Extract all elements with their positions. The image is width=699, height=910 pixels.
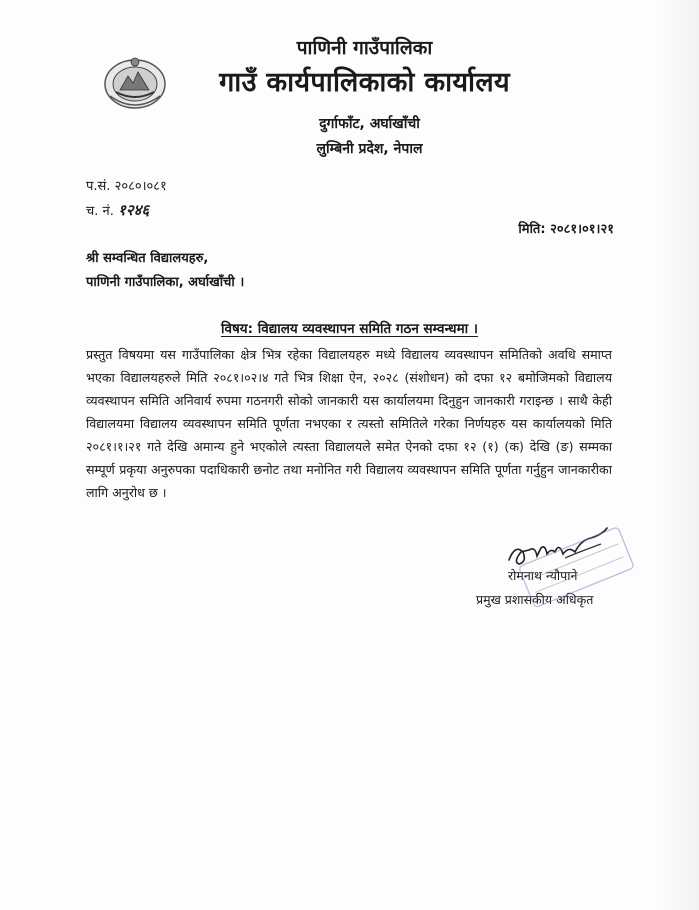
office-title: गाउँ कार्यपालिकाको कार्यालय	[219, 67, 510, 98]
subject-text: विषय: विद्यालय व्यवस्थापन समिति गठन सम्वन्धमा ।	[220, 321, 478, 337]
letter-subject	[0, 319, 699, 337]
recipient-line-1: श्री सम्वन्धित विद्यालयहरु,	[86, 251, 209, 266]
letter-ps-number: प.सं. २०८०।०८१	[86, 179, 167, 194]
scan-edge-shade	[659, 0, 699, 910]
office-address: दुर्गाफाँट, अर्घाखाँची	[319, 116, 420, 132]
recipient-line-2: पाणिनी गाउँपालिका, अर्घाखाँची ।	[86, 275, 245, 290]
letter-date: मिति: २०८१।०१।२१	[518, 222, 614, 237]
cn-label: च. नं.	[86, 204, 114, 219]
letter-body: प्रस्तुत विषयमा यस गाउँपालिका क्षेत्र भित्र रहेका विद्यालयहरु मध्ये विद्यालय व्यवस्थापन समितिको अवधि समाप्त भएका विद्यालयहरुले मिति २०८१।०२।४ गते भित्र शिक्षा ऐन, २०२८ (संशोधन) को दफा १२ बमोजिमको विद्यालय व्यवस्थापन समिति अनिवार्य रुपमा गठनगरी सोको जानकारी यस कार्यालयमा दिनुहुन जानकारी गराइन्छ । साथै केही विद्यालयमा विद्यालय व्यवस्थापन समिति पूर्णता नभएका र त्यस्तो समितिले गरेका निर्णयहरु यस कार्यालयको मिति २०८१।१।२१ गते देखि अमान्य हुने भएकोले त्यस्ता विद्यालयले समेत ऐनको दफा १२ (१) (क) देखि (ङ) सम्मका सम्पूर्ण प्रकृया अनुरुपका पदाधिकारी छनोट तथा मनोनित गरी विद्यालय व्यवस्थापन समिति पूर्णता गर्नुहुन जानकारीका लागि अनुरोध छ ।	[86, 347, 612, 500]
office-province: लुम्बिनी प्रदेश, नेपाल	[316, 141, 423, 157]
cn-value: १२४६	[118, 201, 150, 219]
letter-cn-number	[86, 200, 149, 220]
municipality-name: पाणिनी गाउँपालिका	[296, 37, 433, 59]
signatory-name: रोमनाथ न्यौपाने	[508, 568, 578, 583]
signatory-title: प्रमुख प्रशासकीय अधिकृत	[476, 592, 594, 607]
